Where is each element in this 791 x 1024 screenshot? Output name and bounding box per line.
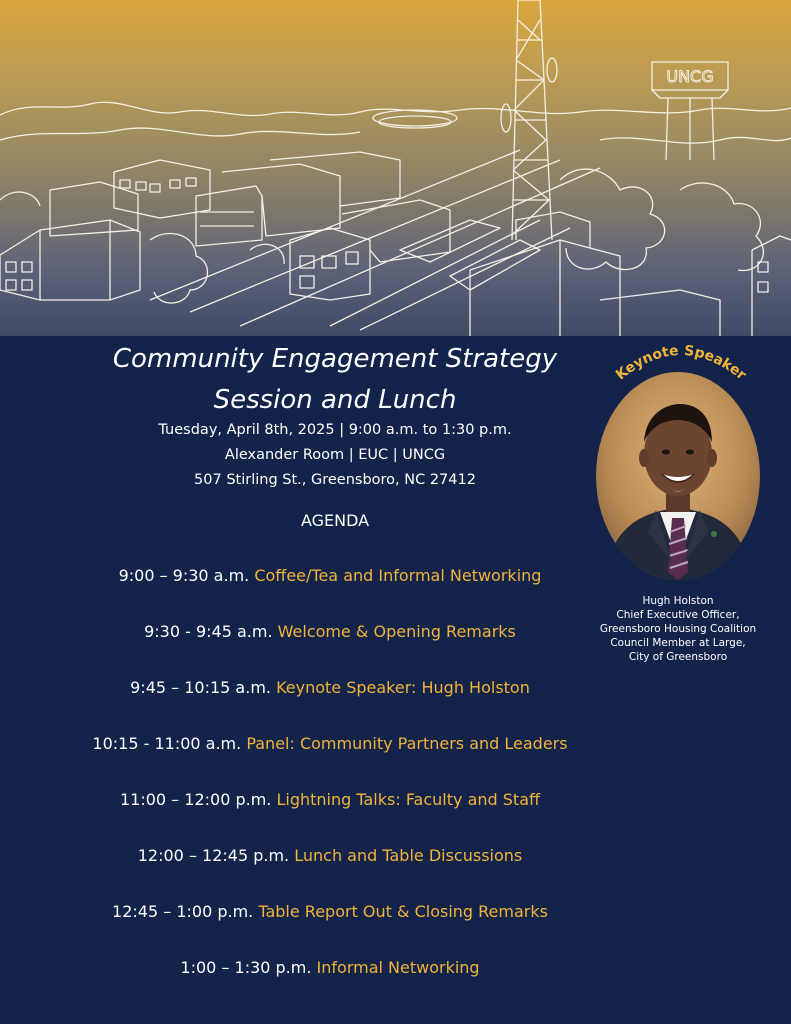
agenda-topic: Informal Networking [316,958,480,977]
speaker-bio-line: City of Greensboro [628,651,728,663]
agenda-item [30,790,630,809]
agenda-time: 9:30 - 9:45 a.m. [144,622,273,641]
agenda-item [30,902,630,921]
agenda-item [30,622,630,641]
speaker-bio-line: Chief Executive Officer, [616,609,740,621]
event-address: 507 Stirling St., Greensboro, NC 27412 [194,472,476,488]
agenda-time: 9:00 – 9:30 a.m. [118,566,250,585]
speaker-name: Hugh Holston [642,595,714,607]
agenda-topic: Keynote Speaker: Hugh Holston [276,678,530,697]
agenda-heading: AGENDA [300,511,370,530]
radio-tower-drawing [501,0,557,240]
speaker-portrait [596,372,760,580]
agenda-item [30,678,630,697]
agenda-topic: Panel: Community Partners and Leaders [246,734,568,753]
svg-text:Keynote Speaker: Keynote Speaker [613,342,750,384]
agenda-item [30,566,630,585]
agenda-topic: Welcome & Opening Remarks [277,622,516,641]
event-title-line1: Community Engagement Strategy [112,344,558,374]
event-venue: Alexander Room | EUC | UNCG [224,447,446,463]
agenda-time: 11:00 – 12:00 p.m. [119,790,272,809]
agenda-time: 10:15 - 11:00 a.m. [92,734,242,753]
agenda-topic: Lightning Talks: Faculty and Staff [276,790,541,809]
agenda-topic: Coffee/Tea and Informal Networking [254,566,542,585]
event-title-line2: Session and Lunch [213,385,457,415]
agenda-time: 9:45 – 10:15 a.m. [130,678,271,697]
agenda-topic: Lunch and Table Discussions [294,846,523,865]
water-tower-drawing [652,62,728,160]
agenda-time: 1:00 – 1:30 p.m. [180,958,312,977]
speaker-bio-line: Greensboro Housing Coalition [599,623,757,635]
agenda-item [30,846,630,865]
agenda-time: 12:45 – 1:00 p.m. [112,902,254,921]
agenda-item [30,734,630,753]
agenda-time: 12:00 – 12:45 p.m. [137,846,290,865]
speaker-bio-line: Council Member at Large, [610,637,746,649]
cityscape-illustration [0,0,791,336]
agenda-topic: Table Report Out & Closing Remarks [258,902,548,921]
event-date-time: Tuesday, April 8th, 2025 | 9:00 a.m. to 1:30 p.m. [158,422,512,438]
svg-text:UNCG: UNCG [666,67,714,86]
agenda-item [30,958,630,977]
